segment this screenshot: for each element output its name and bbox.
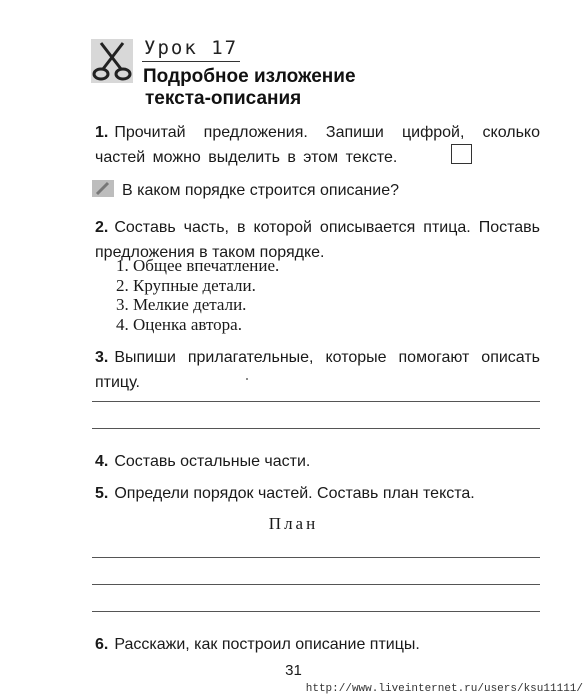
list-item: 3. Мелкие детали. xyxy=(116,295,247,314)
task-5 xyxy=(95,481,540,506)
answer-line[interactable] xyxy=(92,584,540,585)
lesson-title-line2: текста-описания xyxy=(145,88,302,109)
answer-line[interactable] xyxy=(92,428,540,429)
watermark: http://www.liveinternet.ru/users/ksu11111/ xyxy=(305,683,583,695)
answer-box[interactable] xyxy=(451,144,472,164)
lesson-underline xyxy=(142,61,240,62)
answer-line[interactable] xyxy=(92,401,540,402)
pencil-hint-icon xyxy=(92,180,114,197)
task-4-text: Составь остальные части. xyxy=(114,453,311,470)
answer-line[interactable] xyxy=(92,611,540,612)
task-6-number: 6. xyxy=(95,636,109,653)
task-3-number: 3. xyxy=(95,349,109,366)
task-6-text: Расскажи, как построил описание птицы. xyxy=(114,636,420,653)
list-item: 2. Крупные детали. xyxy=(116,275,256,295)
task-5-number: 5. xyxy=(95,485,109,502)
task-1-text: Прочитай предложения. Запиши цифрой, сколько частей можно выделить в этом тексте. xyxy=(95,124,540,166)
list-item: 1. Общее впечатление. xyxy=(116,256,280,275)
plan-title: План xyxy=(268,514,319,533)
hint-question: В каком порядке строится описание? xyxy=(122,182,399,199)
task-1-number: 1. xyxy=(95,124,109,141)
list-item: 4. Оценка автора. xyxy=(116,314,242,334)
page-number: 31 xyxy=(285,662,302,679)
task-1 xyxy=(95,120,540,170)
order-list xyxy=(116,256,279,334)
task-3 xyxy=(95,345,540,395)
task-2-text: Составь часть, в которой описывается птица. Поставь предложения в таком порядке. xyxy=(95,219,540,261)
task-5-text: Определи порядок частей. Составь план текста. xyxy=(114,485,475,502)
lesson-title xyxy=(143,66,356,110)
task-4-number: 4. xyxy=(95,453,109,470)
task-3-text: Выпиши прилагательные, которые помогают описать птицу. xyxy=(95,349,540,391)
task-2-number: 2. xyxy=(95,219,109,236)
answer-line[interactable] xyxy=(92,557,540,558)
task-6 xyxy=(95,632,540,657)
print-speck xyxy=(246,378,248,380)
lesson-title-line1: Подробное изложение xyxy=(143,66,356,87)
lesson-label: Урок 17 xyxy=(144,37,239,59)
task-4 xyxy=(95,449,540,474)
scissors-icon xyxy=(91,39,133,83)
